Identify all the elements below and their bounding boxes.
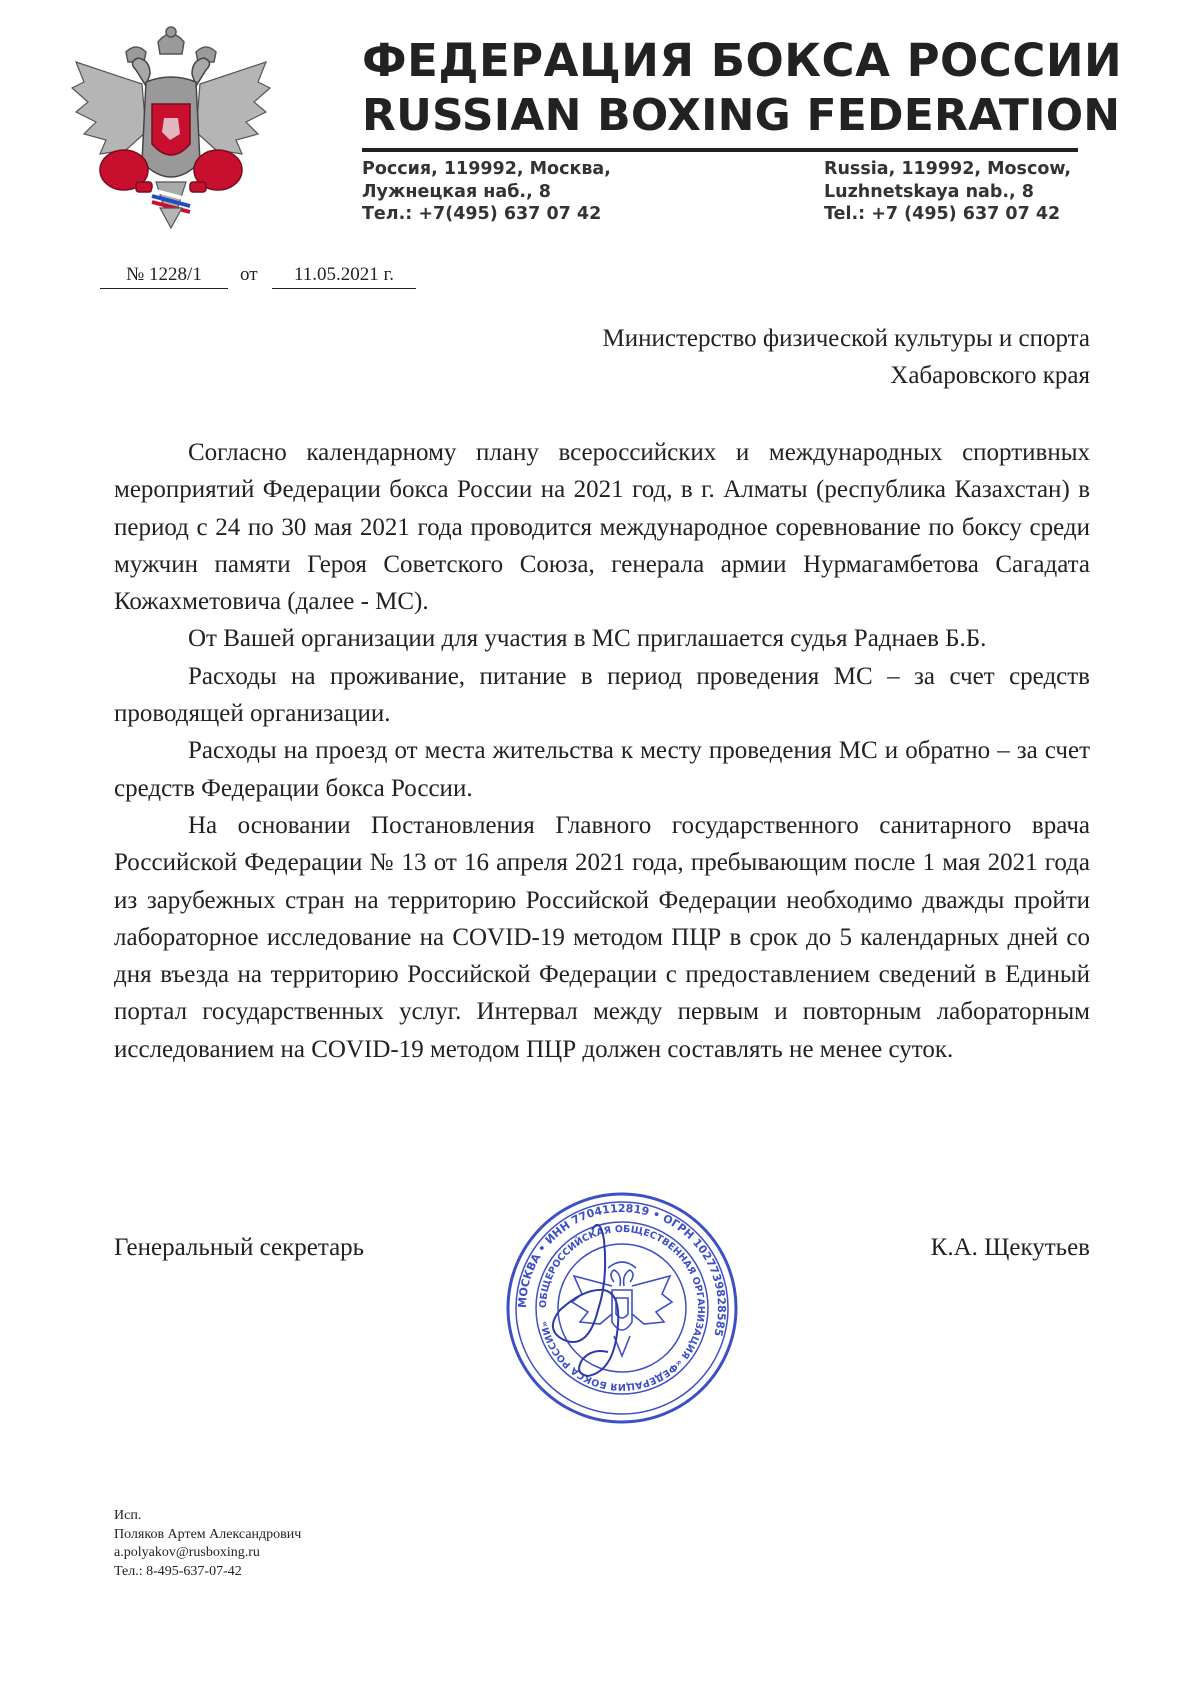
address-ru-line: Россия, 119992, Москва,	[362, 159, 611, 179]
address-ru-line: Тел.: +7(495) 637 07 42	[362, 204, 602, 224]
stamp-eagle-icon	[572, 1262, 672, 1356]
body-paragraph: Согласно календарному плану всероссийских и международных спортивных мероприятий Федерации бокса России на 2021 год, в г. Алматы (республика Казахстан) в период с 24 по 30 мая 2021 года проводится международное соревнование по боксу среди мужчин памяти Героя Советского Союза, генерала армии Нурмагамбетова Сагадата Кожахметовича (далее - МС).	[114, 439, 1090, 616]
header-divider	[362, 148, 1078, 152]
federation-emblem-icon	[66, 22, 276, 232]
executor-label: Исп.	[114, 1508, 142, 1523]
address-en-line: Tel.: +7 (495) 637 07 42	[824, 204, 1061, 224]
addressee-block	[500, 320, 1090, 394]
letter-body	[114, 434, 1090, 1068]
body-paragraph: Расходы на проезд от места жительства к месту проведения МС и обратно – за счет средств Федерации бокса России.	[114, 737, 1090, 802]
registration-from-label: от	[240, 264, 258, 285]
federation-name-ru: ФЕДЕРАЦИЯ БОКСА РОССИИ	[362, 34, 1123, 87]
stamp-inner-text: ОБЩЕРОССИЙСКАЯ ОБЩЕСТВЕННАЯ ОРГАНИЗАЦИЯ «ФЕДЕРАЦИЯ БОКСА РОССИИ»	[537, 1223, 707, 1393]
executor-block	[114, 1507, 301, 1581]
body-paragraph: Расходы на проживание, питание в период проведения МС – за счет средств проводящей организации.	[114, 662, 1090, 728]
executor-email: a.polyakov@rusboxing.ru	[114, 1545, 260, 1560]
body-paragraph: На основании Постановления Главного государственного санитарного врача Российской Федерации № 13 от 16 апреля 2021 года, пребывающим после 1 мая 2021 года из зарубежных стран на территорию Российской Федерации необходимо дважды пройти лабораторное исследование на COVID-19 методом ПЦР в срок до 5 календарных дней со дня въезда на территорию Российской Федерации с предоставлением сведений в Единый портал государственных услуг. Интервал между первым и повторным лабораторным исследованием на COVID-19 методом ПЦР должен составлять не менее суток.	[114, 811, 1090, 1063]
executor-phone: Тел.: 8-495-637-07-42	[114, 1563, 242, 1579]
federation-name-en: RUSSIAN BOXING FEDERATION	[362, 90, 1121, 141]
official-seal-stamp	[504, 1190, 740, 1426]
address-en-line: Luzhnetskaya nab., 8	[824, 181, 1034, 202]
executor-name: Поляков Артем Александрович	[114, 1526, 302, 1542]
address-ru-line: Лужнецкая наб., 8	[362, 181, 551, 202]
addressee-line: Хабаровского края	[890, 362, 1090, 389]
body-paragraph: От Вашей организации для участия в МС приглашается судья Раднаев Б.Б.	[188, 625, 987, 653]
signatory-title: Генеральный секретарь	[114, 1234, 365, 1261]
address-block-en	[824, 158, 1154, 226]
registration-date: 11.05.2021 г.	[272, 264, 416, 289]
stamp-outer-text: МОСКВА • ИНН 7704112819 • ОГРН 1027739828585	[515, 1201, 729, 1338]
address-en-line: Russia, 119992, Moscow,	[824, 159, 1072, 179]
address-block-ru	[362, 158, 722, 226]
addressee-line: Министерство физической культуры и спорта	[602, 325, 1090, 352]
signatory-name: К.А. Щекутьев	[930, 1234, 1090, 1261]
registration-number: № 1228/1	[100, 264, 228, 289]
